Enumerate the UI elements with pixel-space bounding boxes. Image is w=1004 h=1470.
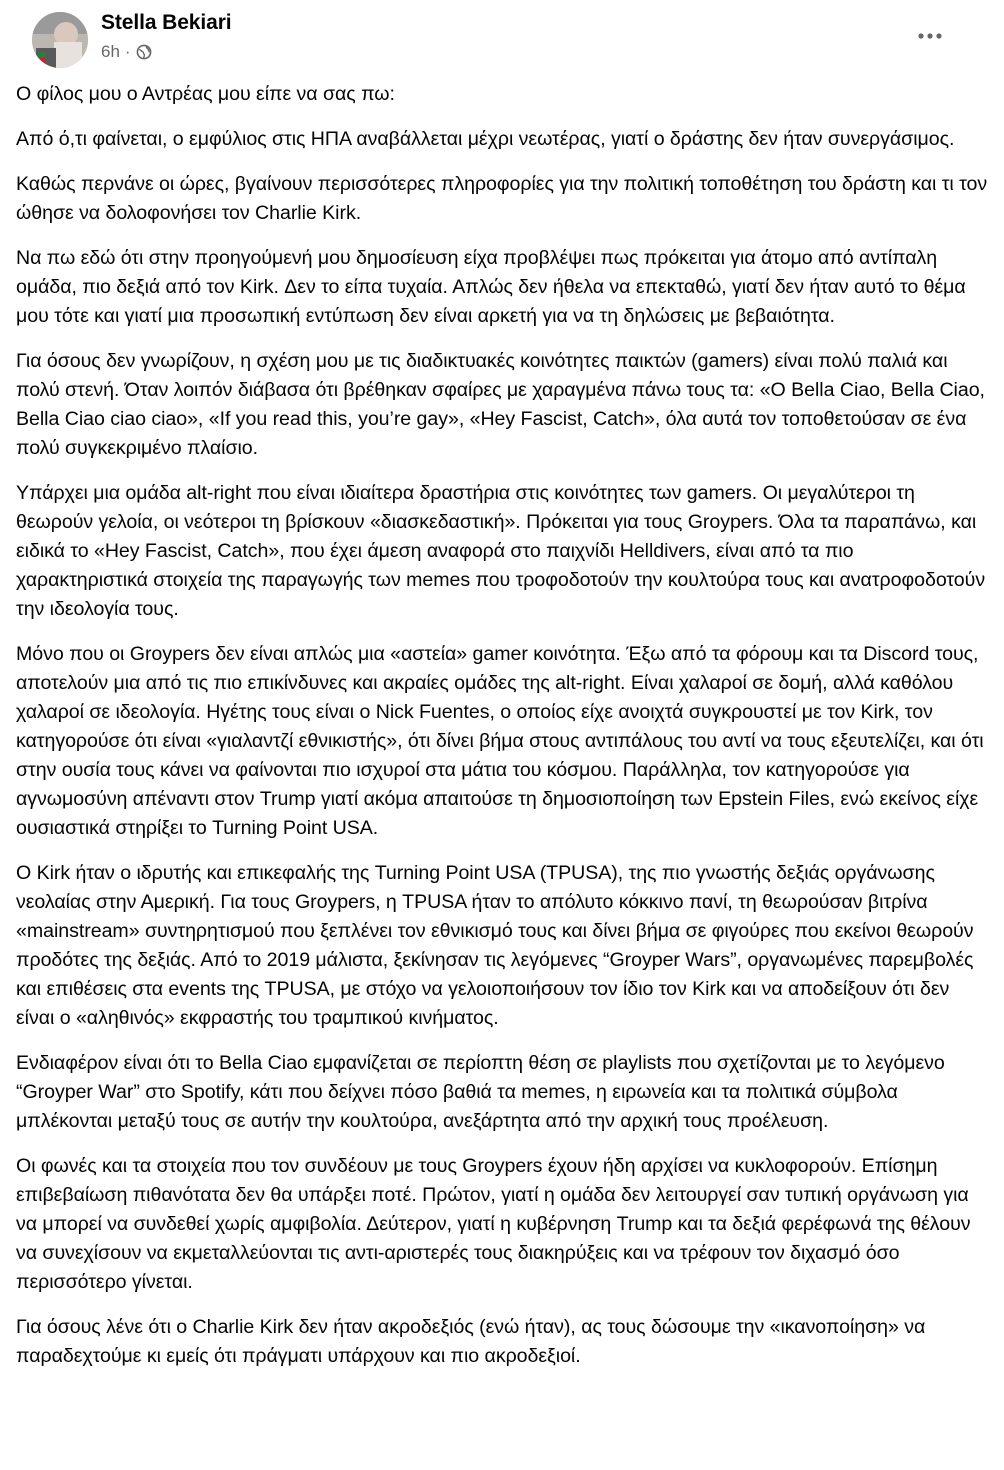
post-paragraph: Για όσους δεν γνωρίζουν, η σχέση μου με τις διαδικτυακές κοινότητες παικτών (gamers) είναι πολύ παλιά και πολύ στενή. Όταν λοιπόν διάβασα ότι βρέθηκαν σφαίρες με χαραγμένα πάνω τους τα: «Ο Bella Ciao, Bella Ciao, Bella Ciao ciao ciao», «If you read this, you’re gay», «Hey Fascist, Catch», όλα αυτά τον τοποθετούσαν σε ένα πολύ συγκεκριμένο πλαίσιο. — [16, 350, 985, 459]
more-options-button[interactable] — [912, 22, 948, 50]
meta-separator: · — [124, 42, 131, 61]
post-paragraph: Οι φωνές και τα στοιχεία που τον συνδέουν με τους Groypers έχουν ήδη αρχίσει να κυκλοφορούν. Επίσημη επιβεβαίωση πιθανότατα δεν θα υπάρξει ποτέ. Πρώτον, γιατί η ομάδα δεν λειτουργεί σαν τυπική οργάνωση για να μπορεί να συνδεθεί χωρίς αμφιβολία. Δεύτερον, γιατί η κυβέρνηση Trump και τα δεξιά φερέφωνά της θέλουν να συνεχίσουν να εκμεταλλεύονται τις αντι-αριστερές τους διακηρύξεις και να τρέφουν τον διχασμό όσο περισσότερο γίνεται. — [16, 1155, 971, 1293]
post-paragraph: Καθώς περνάνε οι ώρες, βγαίνουν περισσότερες πληροφορίες για την πολιτική τοποθέτηση του δράστη και τι τον ώθησε να δολοφονήσει τον Charlie Kirk. — [16, 173, 988, 224]
more-options-icon — [917, 32, 943, 40]
post-meta — [101, 42, 152, 62]
avatar-image — [32, 12, 88, 68]
avatar[interactable] — [32, 12, 88, 68]
post-paragraph: Να πω εδώ ότι στην προηγούμενή μου δημοσίευση είχα προβλέψει πως πρόκειται για άτομο από αντίπαλη ομάδα, πιο δεξιά από τον Kirk. Δεν το είπα τυχαία. Απλώς δεν ήθελα να επεκταθώ, γιατί δεν ήταν αυτό το θέμα μου τότε και γιατί μια προσωπική εντύπωση δεν είναι αρκετή για να τη δηλώσεις με βεβαιότητα. — [16, 247, 966, 327]
post-paragraph: Μόνο που οι Groypers δεν είναι απλώς μια «αστεία» gamer κοινότητα. Έξω από τα φόρουμ και τα Discord τους, αποτελούν μια από τις πιο επικίνδυνες και ακραίες ομάδες της alt-right. Είναι χαλαροί σε δομή, αλλά καθόλου χαλαροί σε ιδεολογία. Ηγέτης τους είναι ο Nick Fuentes, ο οποίος είχε ανοιχτά συγκρουστεί με τον Kirk, τον κατηγορούσε ότι είναι «γιαλαντζί εθνικιστής», ότι δίνει βήμα στους αντιπάλους του αντί να τους εξευτελίζει, και ότι στην ουσία τους κάνει να φαίνονται πιο ισχυροί στα μάτια του κόσμου. Παράλληλα, τον κατηγορούσε για αγνωμοσύνη απέναντι στον Trump γιατί ακόμα απαιτούσε τη δημοσιοποίηση των Epstein Files, ενώ εκείνος είχε ουσιαστικά στηρίξει το Turning Point USA. — [16, 643, 984, 839]
post-header — [16, 0, 988, 78]
post-paragraph: Ο Kirk ήταν ο ιδρυτής και επικεφαλής της Turning Point USA (TPUSA), της πιο γνωστής δεξιάς οργάνωσης νεολαίας στην Αμερική. Για τους Groypers, η TPUSA ήταν το απόλυτο κόκκινο πανί, τη θεωρούσαν βιτρίνα «mainstream» συντηρητισμού που ξεπλένει τον εθνικισμό τους και δίνει βήμα σε φιγούρες που εκείνοι θεωρούν προδότες της δεξιάς. Από το 2019 μάλιστα, ξεκίνησαν τις λεγόμενες “Groyper Wars”, οργανωμένες παρεμβολές και επιθέσεις στα events της TPUSA, με στόχο να γελοιοποιήσουν τον ίδιο τον Kirk και να αποδείξουν ότι δεν είναι ο «αληθινός» εκφραστής του τραμπικού κινήματος. — [16, 862, 974, 1029]
globe-icon[interactable] — [136, 44, 152, 60]
post-paragraph: Για όσους λένε ότι ο Charlie Kirk δεν ήταν ακροδεξιός (ενώ ήταν), ας τους δώσουμε την «ικανοποίηση» να παραδεχτούμε κι εμείς ότι πράγματι υπάρχουν και πιο ακροδεξιοί. — [16, 1316, 926, 1367]
post-time[interactable]: 6h — [101, 42, 120, 61]
author-name[interactable]: Stella Bekiari — [101, 11, 232, 34]
post-body — [16, 80, 988, 1371]
post-paragraph: Ο φίλος μου ο Αντρέας μου είπε να σας πω: — [16, 83, 395, 105]
post-paragraph: Υπάρχει μια ομάδα alt-right που είναι ιδιαίτερα δραστήρια στις κοινότητες των gamers. Οι μεγαλύτεροι τη θεωρούν γελοία, οι νεότεροι τη βρίσκουν «διασκεδαστική». Πρόκειται για τους Groypers. Όλα τα παραπάνω, και ειδικά το «Hey Fascist, Catch», που έχει άμεση αναφορά στο παιχνίδι Helldivers, είναι από τα πιο χαρακτηριστικά στοιχεία της παραγωγής των memes που τροφοδοτούν την κουλτούρα τους και ανατροφοδοτούν την ιδεολογία τους. — [16, 482, 986, 620]
post-paragraph: Ενδιαφέρον είναι ότι το Bella Ciao εμφανίζεται σε περίοπτη θέση σε playlists που σχετίζονται με το λεγόμενο “Groyper War” στο Spotify, κάτι που δείχνει πόσο βαθιά τα memes, η ειρωνεία και τα πολιτικά σύμβολα μπλέκονται μεταξύ τους σε αυτήν την κουλτούρα, ανεξάρτητα από την αρχική τους προέλευση. — [16, 1052, 945, 1132]
post-paragraph: Από ό,τι φαίνεται, ο εμφύλιος στις ΗΠΑ αναβάλλεται μέχρι νεωτέρας, γιατί ο δράστης δεν ήταν συνεργάσιμος. — [16, 128, 955, 150]
